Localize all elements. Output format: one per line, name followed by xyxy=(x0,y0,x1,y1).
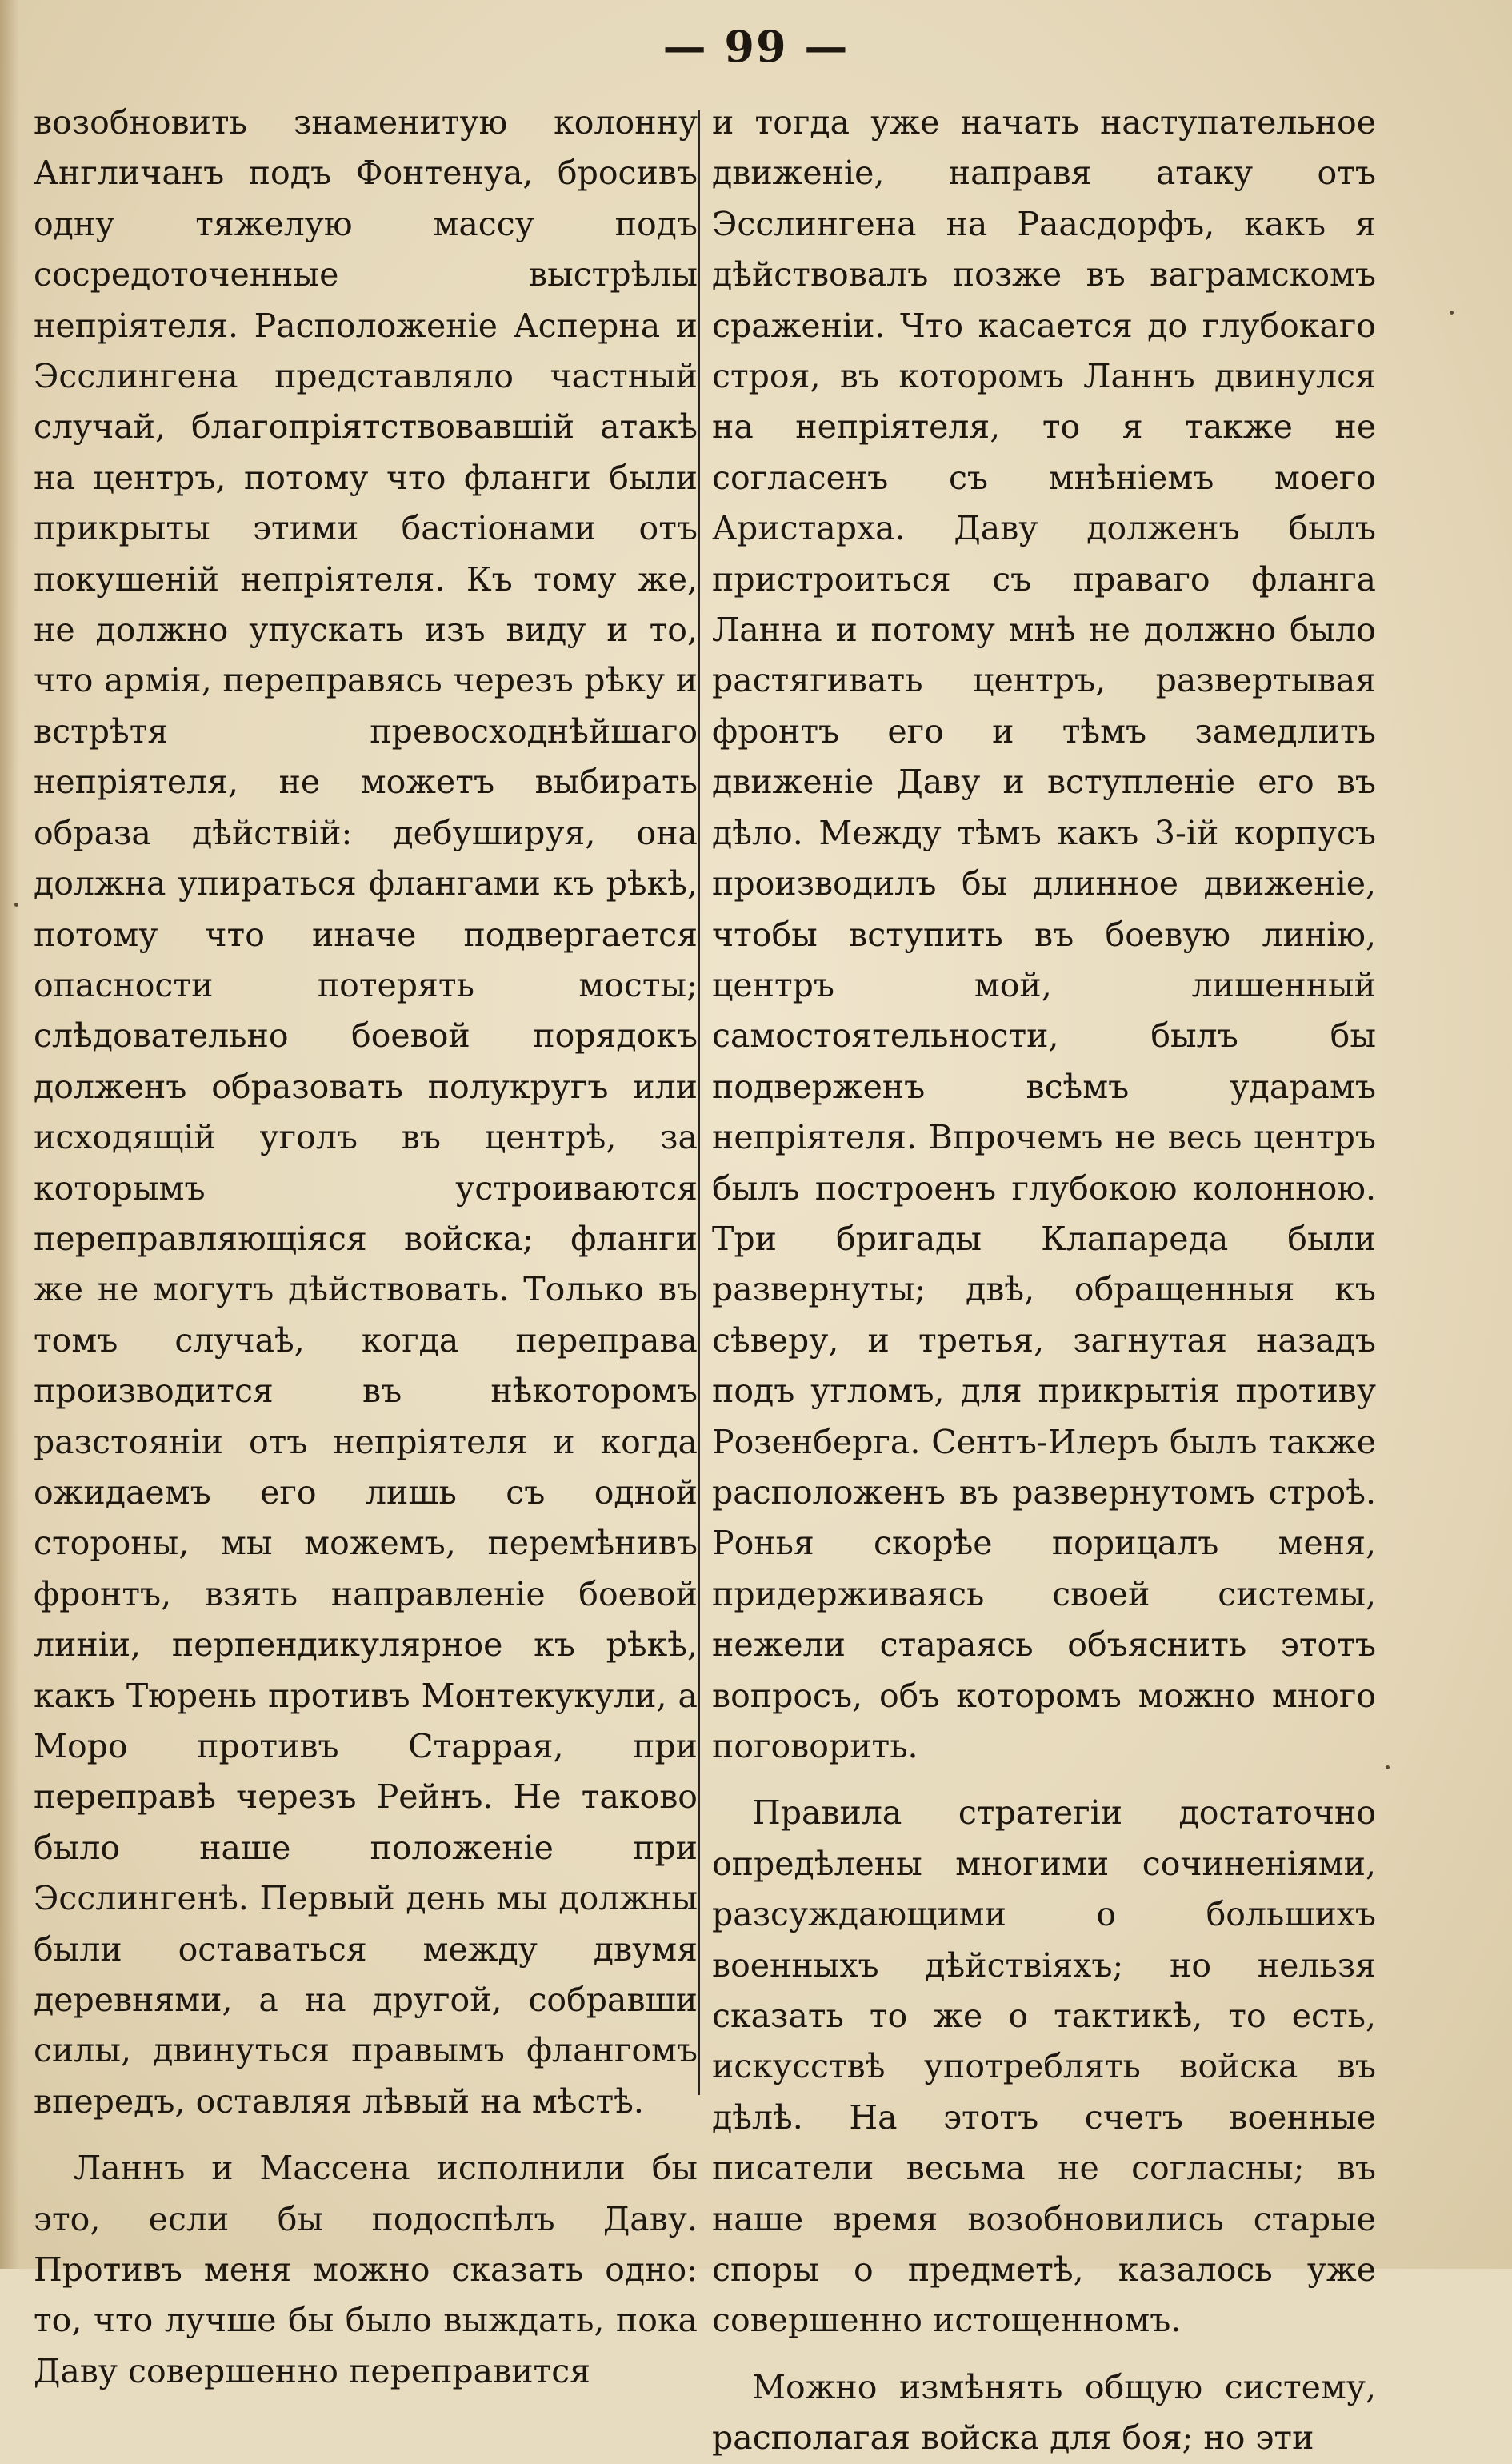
right-paragraph-1: и тогда уже начать наступательное движеніе, направя атаку отъ Эсслингена на Раасдорфъ, какъ я дѣйствовалъ позже въ ваграмскомъ сраженіи. Что касается до глубокаго строя, въ которомъ Ланнъ двинулся на непріятеля, то я также не согласенъ съ мнѣніемъ моего Аристарха. Даву долженъ былъ пристроиться съ праваго фланга Ланна и потому мнѣ не должно было растягивать центръ, развертывая фронтъ его и тѣмъ замедлить движеніе Даву и вступленіе его въ дѣло. Между тѣмъ какъ 3-ій корпусъ производилъ бы длинное движеніе, чтобы вступить въ боевую линію, центръ мой, лишенный самостоятельности, былъ бы подверженъ всѣмъ ударамъ непріятеля. Впрочемъ не весь центръ былъ построенъ глубокою колонною. Три бригады Клапареда были развернуты; двѣ, обращенныя къ сѣверу, и третья, загнутая назадъ подъ угломъ, для прикрытія противу Розенберга. Сентъ-Илеръ былъ также расположенъ въ развернутомъ строѣ. Ронья скорѣе порицалъ меня, придерживаясь своей системы, нежели стараясь объяснить этотъ вопросъ, объ которомъ можно много поговорить. xyxy=(712,103,1376,1765)
page-edge-shadow xyxy=(0,0,19,2269)
page-number: — 99 — xyxy=(662,21,850,72)
right-paragraph-3: Можно измѣнять общую систему, располагая войска для боя; но эти xyxy=(712,2367,1376,2458)
ink-speck xyxy=(1450,311,1454,315)
ink-speck xyxy=(14,903,18,907)
left-paragraph-2: Ланнъ и Массена исполнили бы это, если бы подоспѣлъ Даву. Противъ меня можно сказать одно: то, что лучше бы было выждать, пока Даву совершенно переправится xyxy=(34,2149,698,2390)
right-paragraph-2: Правила стратегіи достаточно опредѣлены многими сочиненіями, разсуждающими о большихъ военныхъ дѣйствіяхъ; но нельзя сказать то же о тактикѣ, то есть, искусствѣ употреблять войска въ дѣлѣ. На этотъ счетъ военные писатели весьма не согласны; въ наше время возобновились старые споры о предметѣ, казалось уже совершенно истощенномъ. xyxy=(712,1793,1376,2340)
left-text-column xyxy=(34,98,698,2390)
left-paragraph-1: возобновить знаменитую колонну Англичанъ подъ Фонтенуа, бросивъ одну тяжелую массу подъ сосредоточенные выстрѣлы непріятеля. Расположеніе Асперна и Эсслингена представляло частный случай, благопріятствовавшій атакѣ на центръ, потому что фланги были прикрыты этими бастіонами отъ покушеній непріятеля. Къ тому же, не должно упускать изъ виду и то, что армія, переправясь черезъ рѣку и встрѣтя превосходнѣйшаго непріятеля, не можетъ выбирать образа дѣйствій: дебушируя, она должна упираться флангами къ рѣкѣ, потому что иначе подвергается опасности потерять мосты; слѣдовательно боевой порядокъ долженъ образовать полукругъ или исходящій уголъ въ центрѣ, за которымъ устроиваются переправляющіяся войска; фланги же не могутъ дѣйствовать. Только въ томъ случаѣ, когда переправа производится въ нѣкоторомъ разстояніи отъ непріятеля и когда ожидаемъ его лишь съ одной стороны, мы можемъ, перемѣнивъ фронтъ, взять направленіе боевой линіи, перпендикулярное къ рѣкѣ, какъ Тюрень противъ Монтекукули, а Моро противъ Старрая, при переправѣ черезъ Рейнъ. Не таково было наше положеніе при Эсслингенѣ. Первый день мы должны были оставаться между двумя деревнями, а на другой, собравши силы, двинуться правымъ флангомъ впередъ, оставляя лѣвый на мѣстѣ. xyxy=(34,103,698,2121)
right-text-column xyxy=(712,98,1376,2458)
ink-speck xyxy=(1386,1765,1390,1769)
column-divider xyxy=(698,110,700,2095)
